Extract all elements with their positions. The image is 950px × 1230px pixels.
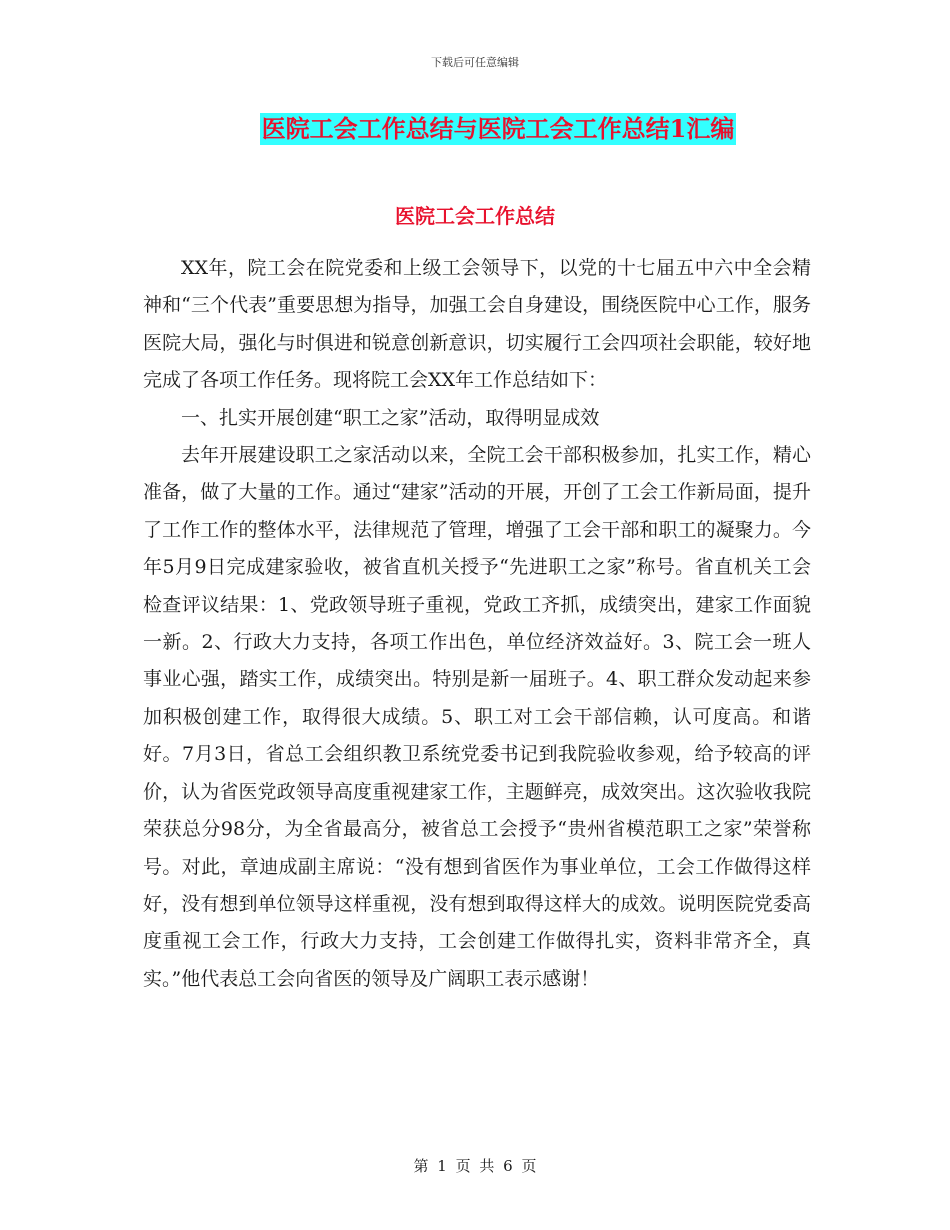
paragraph-body-1: 去年开展建设职工之家活动以来，全院工会干部积极参加，扎实工作，精心准备，做了大量的工作。通过“建家”活动的开展，开创了工会工作新局面，提升了工作工作的整体水平，法律规范了管理，增强了工会干部和职工的凝聚力。今年5月9日完成建家验收，被省直机关授予“先进职工之家”称号。省直机关工会检查评议结果：1、党政领导班子重视，党政工齐抓，成绩突出，建家工作面貌一新。2、行政大力支持，各项工作出色，单位经济效益好。3、院工会一班人事业心强，踏实工作，成绩突出。特别是新一届班子。4、职工群众发动起来参加积极创建工作，取得很大成绩。5、职工对工会干部信赖，认可度高。和谐好。7月3日，省总工会组织教卫系统党委书记到我院验收参观，给予较高的评价，认为省医党政领导高度重视建家工作，主题鲜亮，成效突出。这次验收我院荣获总分98分，为全省最高分，被省总工会授予“贵州省模范职工之家”荣誉称号。对此，章迪成副主席说：“没有想到省医作为事业单位，工会工作做得这样好，没有想到单位领导这样重视，没有想到取得这样大的成效。说明医院党委高度重视工会工作，行政大力支持，工会创建工作做得扎实，资料非常齐全，真实。”他代表总工会向省医的领导及广阔职工表示感谢！	[143, 444, 811, 990]
main-title: 医院工会工作总结与医院工会工作总结1汇编	[261, 114, 735, 143]
body-text	[143, 250, 811, 998]
header-note: 下载后可任意编辑	[431, 56, 519, 69]
paragraph-heading-1: 一、扎实开展创建“职工之家”活动，取得明显成效	[181, 406, 600, 429]
main-title-wrapper	[0, 113, 950, 145]
paragraph-intro: XX年，院工会在院党委和上级工会领导下，以党的十七届五中六中全会精神和“三个代表”重要思想为指导，加强工会自身建设，围绕医院中心工作，服务医院大局，强化与时俱进和锐意创新意识，切实履行工会四项社会职能，较好地完成了各项工作任务。现将院工会XX年工作总结如下：	[143, 257, 811, 392]
section-title: 医院工会工作总结	[395, 204, 555, 228]
page-number-footer: 第 1 页 共 6 页	[413, 1157, 537, 1175]
